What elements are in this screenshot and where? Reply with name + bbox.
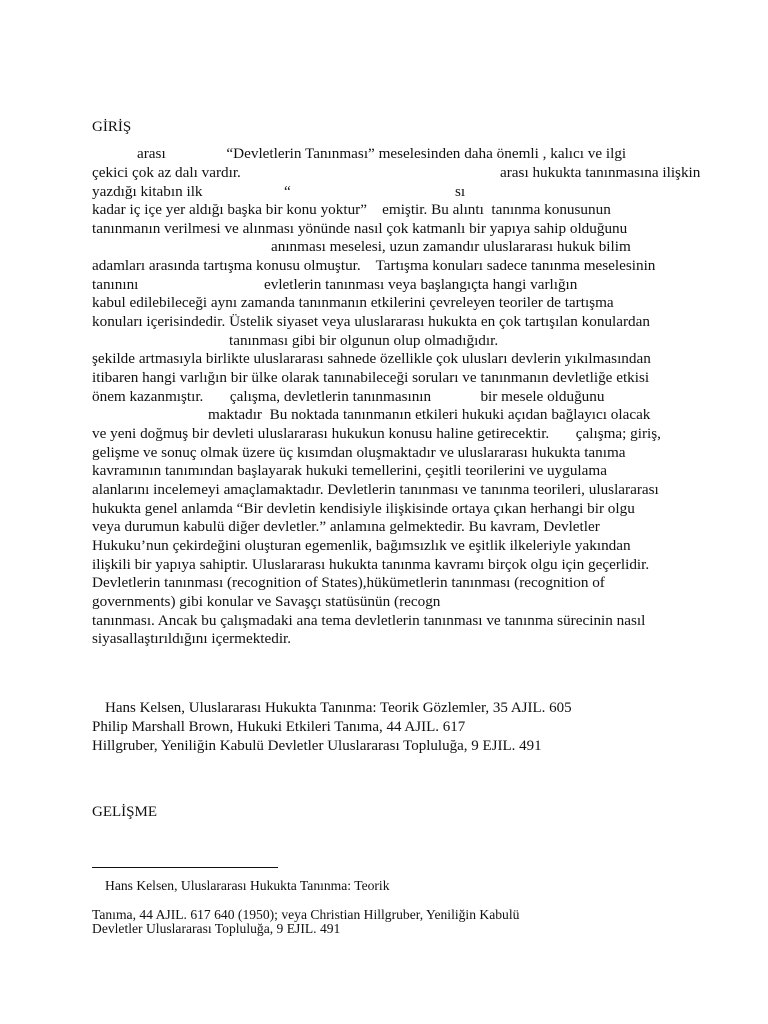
footnote-line: Devletler Uluslararası Topluluğa, 9 EJIL. 491 <box>92 921 341 936</box>
body-line: evletlerin tanınması veya başlangıçta hangi varlığın <box>264 276 578 293</box>
body-line: çekici çok az dalı vardır. <box>92 164 241 181</box>
body-line: Devletlerin tanınması (recognition of States),hükümetlerin tanınması (recognition of <box>92 574 605 591</box>
body-line: Hukuku’nun çekirdeğini oluşturan egemenlik, bağımsızlık ve eşitlik ilkeleriyle yakından <box>92 537 631 554</box>
reference-item: Hans Kelsen, Uluslararası Hukukta Tanınma: Teorik Gözlemler, 35 AJIL. 605 <box>105 700 572 716</box>
body-line: ilişkili bir yapıya sahiptir. Uluslararası hukukta tanınma kavramı birçok olgu için geçerlidir. <box>92 556 650 573</box>
footnote-separator <box>92 867 278 868</box>
body-line: itibaren hangi varlığın bir ülke olarak tanınabileceği soruları ve tanınmanın devletliğe etkisi <box>92 369 650 386</box>
footnote-line: Tanıma, 44 AJIL. 617 640 (1950); veya Christian Hillgruber, Yeniliğin Kabulü <box>92 907 520 922</box>
body-line: kadar iç içe yer aldığı başka bir konu yoktur” emiştir. Bu alıntı tanınma konusunun <box>92 201 611 218</box>
body-line: “ <box>284 183 291 200</box>
body-line: veya durumun kabulü diğer devletler.” anlamına gelmektedir. Bu kavram, Devletler <box>92 518 600 535</box>
body-line: hukukta genel anlamda “Bir devletin kendisiyle ilişkisinde ortaya çıkan herhangi bir olgu <box>92 500 635 517</box>
footnote-line: Hans Kelsen, Uluslararası Hukukta Tanınma: Teorik <box>105 878 390 893</box>
body-line: gelişme ve sonuç olmak üzere üç kısımdan oluşmaktadır ve uluslararası hukukta tanıma <box>92 444 626 461</box>
body-line: siyasallaştırıldığını içermektedir. <box>92 630 292 647</box>
body-line: tanınması gibi bir olgunun olup olmadığıdır. <box>229 332 499 349</box>
reference-item: Philip Marshall Brown, Hukuki Etkileri Tanıma, 44 AJIL. 617 <box>92 719 466 735</box>
body-line: tanınması. Ancak bu çalışmadaki ana tema devletlerin tanınması ve tanınma sürecinin nasıl <box>92 612 646 629</box>
body-line: önem kazanmıştır. çalışma, devletlerin tanınmasının bir mesele olduğunu <box>92 388 605 405</box>
body-line: yazdığı kitabın ilk <box>92 183 203 200</box>
body-line: ve yeni doğmuş bir devleti uluslararası hukukun konusu haline getirecektir. çalışma; giriş, <box>92 425 661 442</box>
section-heading: GELİŞME <box>92 804 157 820</box>
body-line: adamları arasında tartışma konusu olmuştur. Tartışma konuları sadece tanınma meselesinin <box>92 257 656 274</box>
body-line: tanınmanın verilmesi ve alınması yönünde nasıl çok katmanlı bir yapıya sahip olduğunu <box>92 220 628 237</box>
body-line: konuları içerisindedir. Üstelik siyaset veya uluslararası hukukta en çok tartışılan konulardan <box>92 313 650 330</box>
body-line: governments) gibi konular ve Savaşçı statüsünün (recogn <box>92 593 441 610</box>
body-line: maktadır Bu noktada tanınmanın etkileri hukuki açıdan bağlayıcı olacak <box>208 406 651 423</box>
body-line: kabul edilebileceği aynı zamanda tanınmanın etkilerini çevreleyen teoriler de tartışma <box>92 294 614 311</box>
intro-heading: GİRİŞ <box>92 119 132 135</box>
body-line: tanınını <box>92 276 139 293</box>
body-line: anınması meselesi, uzun zamandır uluslararası hukuk bilim <box>271 238 631 255</box>
body-line: sı <box>455 183 466 200</box>
body-line: kavramının tanımından başlayarak hukuki temellerini, çeşitli teorilerini ve uygulama <box>92 462 607 479</box>
body-line: arası hukukta tanınmasına ilişkin <box>500 164 701 181</box>
body-line: şekilde artmasıyla birlikte uluslararası sahnede özellikle çok ulusları devlerin yıkılmasından <box>92 350 651 367</box>
reference-item: Hillgruber, Yeniliğin Kabulü Devletler Uluslararası Topluluğa, 9 EJIL. 491 <box>92 738 542 754</box>
body-line: alanlarını incelemeyi amaçlamaktadır. Devletlerin tanınması ve tanınma teorileri, uluslararası <box>92 481 659 498</box>
body-line: arası “Devletlerin Tanınması” meselesinden daha önemli , kalıcı ve ilgi <box>137 145 627 162</box>
